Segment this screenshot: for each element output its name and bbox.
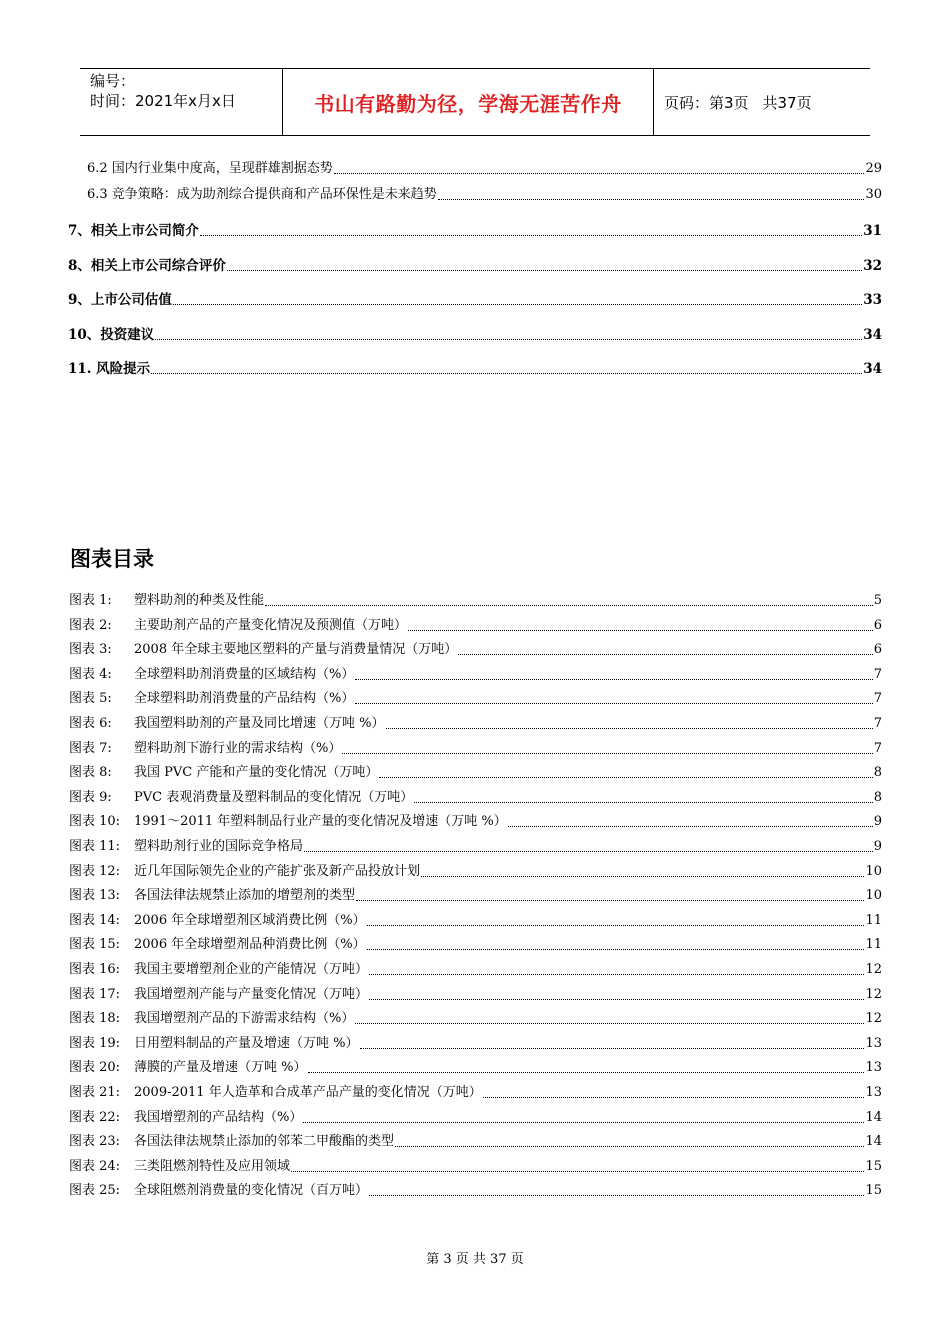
figure-entry-title: 2008 年全球主要地区塑料的产量与消费量情况（万吨） <box>134 642 458 658</box>
figure-entry[interactable] <box>69 934 882 954</box>
figure-entry-page: 14 <box>865 1109 882 1125</box>
figure-entry-page: 7 <box>873 666 882 682</box>
figure-entry-page: 15 <box>865 1158 882 1174</box>
figure-entry-label: 图表 2: <box>69 617 112 633</box>
figure-entry-title: 1991～2011 年塑料制品行业产量的变化情况及增速（万吨 %） <box>134 814 507 830</box>
figure-entry[interactable] <box>69 713 882 733</box>
figure-entry-title: 我国主要增塑剂企业的产能情况（万吨） <box>134 962 369 977</box>
figure-entry-label: 图表 21: <box>69 1085 121 1100</box>
toc-entry-page: 34 <box>863 361 882 377</box>
figure-entry[interactable] <box>69 615 882 635</box>
figure-entry[interactable] <box>69 910 882 930</box>
figure-entry-label: 图表 18: <box>69 1011 121 1027</box>
figure-entry-title: 2006 年全球增塑剂品种消费比例（%） <box>134 937 366 953</box>
figure-entry[interactable] <box>69 639 882 659</box>
figure-leader-dots <box>308 1072 865 1073</box>
toc-entry-page: 33 <box>863 292 882 308</box>
figure-leader-dots <box>355 679 872 680</box>
figure-entry-label: 图表 11: <box>69 839 121 854</box>
figure-entry-title: 各国法律法规禁止添加的邻苯二甲酸酯的类型 <box>134 1134 395 1150</box>
figure-entry-label: 图表 10: <box>69 814 121 830</box>
figure-entry[interactable] <box>69 1082 882 1102</box>
toc-entry-title: 11. 风险提示 <box>68 361 151 377</box>
figure-entry-label: 图表 19: <box>69 1035 121 1051</box>
figure-leader-dots <box>342 753 872 754</box>
figure-entry-page: 7 <box>873 716 882 731</box>
page-header <box>80 68 870 136</box>
toc-entry[interactable] <box>68 255 882 275</box>
figure-entry-page: 8 <box>873 789 882 805</box>
figure-entry[interactable] <box>69 1008 882 1028</box>
figure-entry-label: 图表 15: <box>69 937 121 953</box>
figure-entry-page: 10 <box>865 863 882 879</box>
figure-entry-title: 全球塑料助剂消费量的区域结构（%） <box>134 666 355 682</box>
figure-entry-title: 近几年国际领先企业的产能扩张及新产品投放计划 <box>134 863 421 879</box>
figure-entry[interactable] <box>69 738 882 758</box>
figure-leader-dots <box>355 703 872 704</box>
figure-entry[interactable] <box>69 885 882 905</box>
figure-entry-label: 图表 9: <box>69 789 112 805</box>
figure-leader-dots <box>483 1097 865 1098</box>
figure-entry-label: 图表 6: <box>69 716 112 731</box>
figure-entry-page: 13 <box>865 1035 882 1051</box>
header-motto: 书山有路勤为径，学海无涯苦作舟 <box>282 69 654 135</box>
toc-entry[interactable] <box>68 289 882 309</box>
figure-leader-dots <box>414 802 873 803</box>
figure-entry-label: 图表 13: <box>69 888 121 904</box>
figure-entry[interactable] <box>69 984 882 1004</box>
figure-entry-page: 12 <box>865 1011 882 1027</box>
figure-entry-label: 图表 22: <box>69 1109 121 1125</box>
figure-entry-title: 2006 年全球增塑剂区域消费比例（%） <box>134 912 366 928</box>
figure-entry[interactable] <box>69 861 882 881</box>
figure-entry-page: 13 <box>865 1085 882 1100</box>
figure-leader-dots <box>369 999 864 1000</box>
figure-entry-page: 14 <box>865 1134 882 1150</box>
figure-entry-label: 图表 7: <box>69 740 112 756</box>
figure-entry-title: 塑料助剂下游行业的需求结构（%） <box>134 740 342 756</box>
toc-entry-page: 29 <box>865 161 882 176</box>
figure-entry-label: 图表 23: <box>69 1134 121 1150</box>
figure-entry-page: 5 <box>873 593 882 608</box>
figure-entry-title: 我国 PVC 产能和产量的变化情况（万吨） <box>134 765 379 781</box>
figure-entry-label: 图表 16: <box>69 962 121 977</box>
figure-leader-dots <box>356 900 864 901</box>
toc-entry[interactable] <box>68 220 882 240</box>
figure-leader-dots <box>395 1146 864 1147</box>
figure-entry-title: 薄膜的产量及增速（万吨 %） <box>134 1060 307 1076</box>
toc-entry-title: 8、相关上市公司综合评价 <box>68 258 226 274</box>
figure-entry-label: 图表 20: <box>69 1060 121 1076</box>
figure-entry-page: 13 <box>865 1060 882 1076</box>
figure-entry[interactable] <box>69 1057 882 1077</box>
toc-entry[interactable] <box>68 324 882 344</box>
page-label: 页码：第3页 <box>664 93 749 112</box>
figure-leader-dots <box>458 654 873 655</box>
figure-entry[interactable] <box>69 787 882 807</box>
figure-leader-dots <box>367 949 865 950</box>
figure-leader-dots <box>360 1048 865 1049</box>
number-label: 编号： <box>90 72 136 90</box>
figure-entry-label: 图表 14: <box>69 912 121 928</box>
figure-entry-page: 8 <box>873 765 882 781</box>
figure-leader-dots <box>369 1195 864 1196</box>
figure-entry-label: 图表 12: <box>69 863 121 879</box>
figure-entry-page: 15 <box>865 1183 882 1199</box>
figure-entry-title: 我国增塑剂的产品结构（%） <box>134 1109 303 1125</box>
figure-entry-title: 全球塑料助剂消费量的产品结构（%） <box>134 691 355 707</box>
figure-entry[interactable] <box>69 1131 882 1151</box>
time-label: 时间：2021年x月x日 <box>90 92 236 110</box>
figure-entry-label: 图表 4: <box>69 666 112 682</box>
figure-entry-title: 我国增塑剂产能与产量变化情况（万吨） <box>134 986 369 1002</box>
toc-entry-title: 9、上市公司估值 <box>68 292 172 308</box>
header-info <box>80 69 282 135</box>
figure-leader-dots <box>367 925 865 926</box>
figure-entry[interactable] <box>69 1180 882 1200</box>
figure-entry-title: 主要助剂产品的产量变化情况及预测值（万吨） <box>134 617 408 633</box>
toc-entry-title: 6.3 竞争策略：成为助剂综合提供商和产品环保性是未来趋势 <box>87 187 437 202</box>
toc-entry-title: 7、相关上市公司简介 <box>68 223 199 239</box>
toc-entry-page: 31 <box>863 223 882 239</box>
toc-leader-dots <box>438 199 865 200</box>
figure-entry-page: 12 <box>865 962 882 977</box>
toc-entry[interactable] <box>87 184 882 204</box>
figure-entry[interactable] <box>69 959 882 979</box>
figure-entry-title: 塑料助剂的种类及性能 <box>134 593 265 608</box>
figure-entry-label: 图表 17: <box>69 986 121 1002</box>
figure-entry[interactable] <box>69 664 882 684</box>
toc-leader-dots <box>151 373 862 374</box>
figure-leader-dots <box>408 630 873 631</box>
figure-entry-title: 我国塑料助剂的产量及同比增速（万吨 %） <box>134 716 385 731</box>
figure-leader-dots <box>421 876 864 877</box>
figure-entry-page: 6 <box>873 617 882 633</box>
figure-entry-title: 各国法律法规禁止添加的增塑剂的类型 <box>134 888 356 904</box>
figure-entry-page: 6 <box>873 642 882 658</box>
figure-entry[interactable] <box>69 1156 882 1176</box>
figure-entry-label: 图表 8: <box>69 765 112 781</box>
figure-entry[interactable] <box>69 836 882 856</box>
figure-leader-dots <box>379 777 872 778</box>
toc-entry-page: 34 <box>863 327 882 343</box>
figure-leader-dots <box>291 1171 864 1172</box>
toc-entry[interactable] <box>87 158 882 178</box>
figure-entry-page: 7 <box>873 691 882 707</box>
toc-leader-dots <box>334 173 865 174</box>
figure-entry-title: 2009-2011 年人造革和合成革产品产量的变化情况（万吨） <box>134 1085 482 1100</box>
figure-entry-title: 全球阻燃剂消费量的变化情况（百万吨） <box>134 1183 369 1199</box>
toc-leader-dots <box>227 270 862 271</box>
figure-entry[interactable] <box>69 590 882 610</box>
figure-entry[interactable] <box>69 1107 882 1127</box>
figure-entry-title: 我国增塑剂产品的下游需求结构（%） <box>134 1011 355 1027</box>
figure-leader-dots <box>386 728 873 729</box>
figure-entry-label: 图表 5: <box>69 691 112 707</box>
toc-leader-dots <box>173 304 862 305</box>
toc-entry-page: 30 <box>865 187 882 202</box>
figure-leader-dots <box>369 974 864 975</box>
figure-leader-dots <box>265 605 873 606</box>
figure-entry-title: 塑料助剂行业的国际竞争格局 <box>134 839 304 854</box>
figure-entry-page: 11 <box>865 912 882 928</box>
figure-entry-page: 9 <box>873 814 882 830</box>
toc-entry-title: 10、投资建议 <box>68 327 155 343</box>
figure-entry-label: 图表 1: <box>69 593 112 608</box>
figure-entry-title: PVC 表观消费量及塑料制品的变化情况（万吨） <box>134 789 414 805</box>
figure-entry-title: 日用塑料制品的产量及增速（万吨 %） <box>134 1035 359 1051</box>
figure-entry-page: 9 <box>873 839 882 854</box>
toc-entry[interactable] <box>68 358 882 378</box>
figure-entry[interactable] <box>69 1033 882 1053</box>
figure-leader-dots <box>303 1122 864 1123</box>
figure-entry-label: 图表 25: <box>69 1183 121 1199</box>
figure-entry-label: 图表 24: <box>69 1158 121 1174</box>
toc-entry-page: 32 <box>863 258 882 274</box>
figure-entry-page: 7 <box>873 740 882 756</box>
toc-leader-dots <box>200 235 862 236</box>
page-footer: 第 3 页 共 37 页 <box>426 1252 524 1267</box>
figures-title: 图表目录 <box>70 547 154 571</box>
figure-leader-dots <box>304 851 873 852</box>
toc-leader-dots <box>155 339 862 340</box>
figure-entry-title: 三类阻燃剂特性及应用领域 <box>134 1158 291 1174</box>
toc-entry-title: 6.2 国内行业集中度高，呈现群雄割据态势 <box>87 161 333 176</box>
figure-entry[interactable] <box>69 811 882 831</box>
figure-entry[interactable] <box>69 762 882 782</box>
figure-leader-dots <box>355 1023 864 1024</box>
figure-entry[interactable] <box>69 688 882 708</box>
total-label: 共37页 <box>762 93 812 112</box>
figure-leader-dots <box>508 826 873 827</box>
header-page-info <box>654 69 870 135</box>
figure-entry-page: 11 <box>865 937 882 953</box>
figure-entry-label: 图表 3: <box>69 642 112 658</box>
figure-entry-page: 12 <box>865 986 882 1002</box>
figure-entry-page: 10 <box>865 888 882 904</box>
